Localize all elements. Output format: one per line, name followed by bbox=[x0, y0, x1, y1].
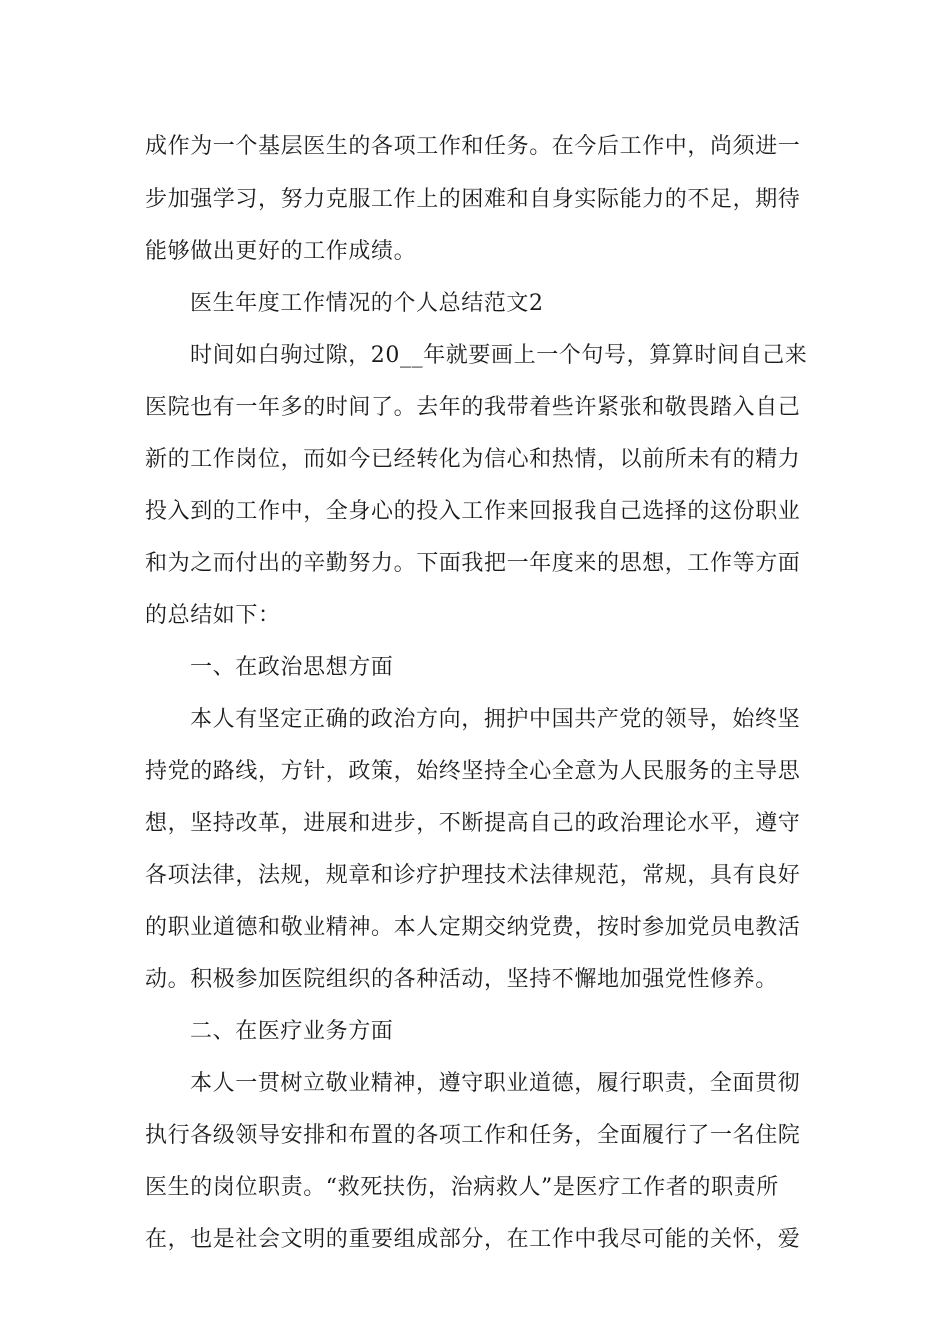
section-title: 医生年度工作情况的个人总结范文2 bbox=[190, 291, 544, 316]
text-line: 时间如白驹过隙，20__年就要画上一个句号，算算时间自己来 bbox=[190, 343, 808, 368]
text-line: 成作为一个基层医生的各项工作和任务。在今后工作中，尚须进一 bbox=[145, 134, 801, 159]
text-line: 本人有坚定正确的政治方向，拥护中国共产党的领导，始终坚 bbox=[190, 707, 801, 732]
text-line: 的职业道德和敬业精神。本人定期交纳党费，按时参加党员电教活 bbox=[145, 915, 801, 940]
section-heading: 一、在政治思想方面 bbox=[190, 655, 394, 680]
text-line: 在，也是社会文明的重要组成部分，在工作中我尽可能的关怀，爱 bbox=[145, 1227, 801, 1252]
text-line: 投入到的工作中，全身心的投入工作来回报我自己选择的这份职业 bbox=[145, 499, 801, 524]
text-line: 新的工作岗位，而如今已经转化为信心和热情，以前所未有的精力 bbox=[145, 447, 801, 472]
text-line: 步加强学习，努力克服工作上的困难和自身实际能力的不足，期待 bbox=[145, 187, 801, 212]
text-line: 动。积极参加医院组织的各种活动，坚持不懈地加强党性修养。 bbox=[145, 967, 778, 992]
text-line: 和为之而付出的辛勤努力。下面我把一年度来的思想，工作等方面 bbox=[145, 551, 801, 576]
text-line: 能够做出更好的工作成绩。 bbox=[145, 239, 417, 264]
text-line: 持党的路线，方针，政策，始终坚持全心全意为人民服务的主导思 bbox=[145, 759, 801, 784]
text-line: 各项法律，法规，规章和诊疗护理技术法律规范，常规，具有良好 bbox=[145, 863, 801, 888]
text-line: 本人一贯树立敬业精神，遵守职业道德，履行职责，全面贯彻 bbox=[190, 1071, 801, 1096]
section-heading: 二、在医疗业务方面 bbox=[190, 1019, 394, 1044]
text-line: 执行各级领导安排和布置的各项工作和任务，全面履行了一名住院 bbox=[145, 1123, 801, 1148]
text-line: 医生的岗位职责。“救死扶伤，治病救人”是医疗工作者的职责所 bbox=[145, 1175, 779, 1200]
text-line: 医院也有一年多的时间了。去年的我带着些许紧张和敬畏踏入自己 bbox=[145, 395, 801, 420]
text-line: 想，坚持改革，进展和进步，不断提高自己的政治理论水平，遵守 bbox=[145, 811, 801, 836]
text-line: 的总结如下： bbox=[145, 603, 281, 628]
